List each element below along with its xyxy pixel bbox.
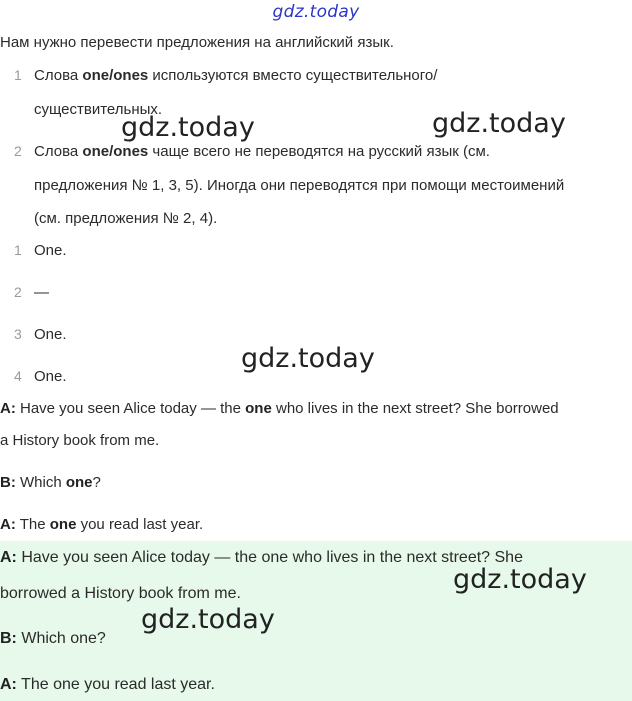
dialogue-line-a1-cont: a History book from me. <box>0 432 160 449</box>
speaker-label: A: <box>0 516 16 533</box>
list-number: 2 <box>14 284 22 300</box>
speaker-label: B: <box>0 474 16 491</box>
rule-line: существительных. <box>34 101 163 118</box>
answer-text: One. <box>34 368 67 385</box>
list-number: 1 <box>14 242 22 258</box>
watermark: gdz.today <box>453 564 587 595</box>
answer-text: — <box>34 284 49 301</box>
list-number: 1 <box>14 67 22 83</box>
answer-line-a2: A: The one you read last year. <box>0 676 215 693</box>
watermark-top: gdz.today <box>272 2 360 22</box>
rule-line: Слова one/ones чаще всего не переводятся на русский язык (см. <box>34 143 490 160</box>
answer-line-a1: A: Have you seen Alice today — the one who lives in the next street? She <box>0 549 523 566</box>
rule-line: предложения № 1, 3, 5). Иногда они переводятся при помощи местоимений <box>34 177 565 194</box>
rule-line: (см. предложения № 2, 4). <box>34 210 218 227</box>
watermark: gdz.today <box>141 604 275 635</box>
answer-line-b: B: Which one? <box>0 630 106 647</box>
speaker-label: A: <box>0 676 17 693</box>
answer-line-a1-cont: borrowed a History book from me. <box>0 585 241 602</box>
list-number: 4 <box>14 368 22 384</box>
watermark: gdz.today <box>432 108 566 139</box>
list-number: 3 <box>14 326 22 342</box>
speaker-label: A: <box>0 400 16 417</box>
rule-line: Слова one/ones используются вместо существительного/ <box>34 67 438 84</box>
list-number: 2 <box>14 143 22 159</box>
watermark: gdz.today <box>241 343 375 374</box>
intro-text: Нам нужно перевести предложения на английский язык. <box>0 34 394 51</box>
answer-text: One. <box>34 326 67 343</box>
watermark: gdz.today <box>121 112 255 143</box>
answer-block <box>0 541 632 701</box>
answer-text: One. <box>34 242 67 259</box>
dialogue-line-b: B: Which one? <box>0 474 101 491</box>
speaker-label: A: <box>0 549 17 566</box>
dialogue-line-a2: A: The one you read last year. <box>0 516 204 533</box>
speaker-label: B: <box>0 630 17 647</box>
dialogue-line-a1: A: Have you seen Alice today — the one who lives in the next street? She borrowed <box>0 400 559 417</box>
